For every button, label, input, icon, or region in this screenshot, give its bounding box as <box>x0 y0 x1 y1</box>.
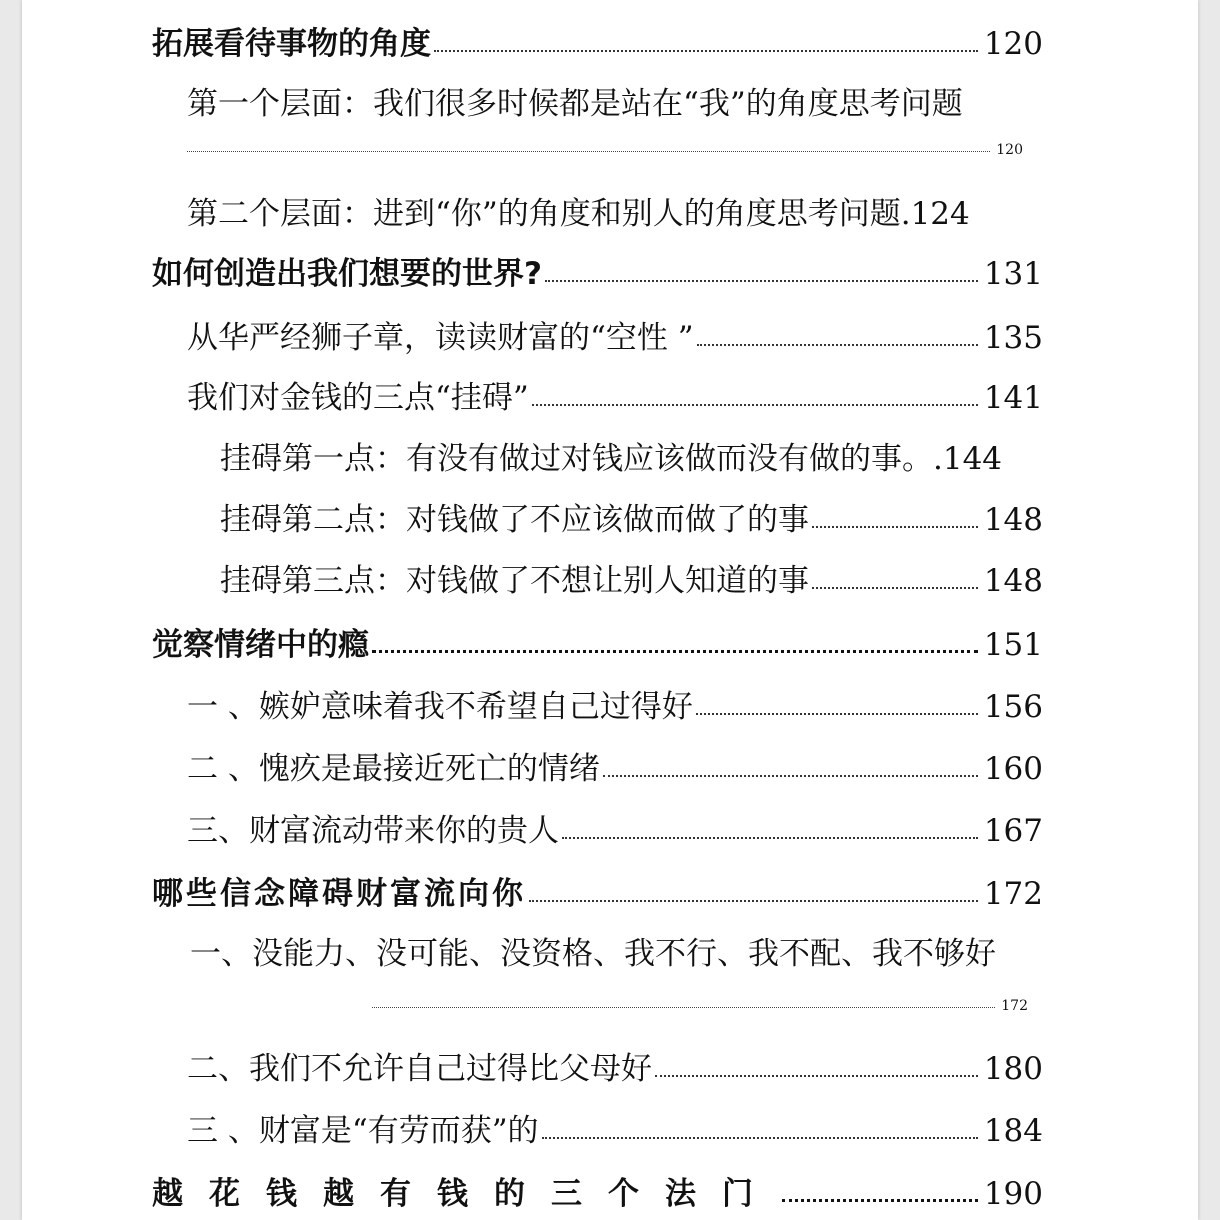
toc-entry-page: 135 <box>983 320 1043 356</box>
leader-dots <box>697 344 978 346</box>
toc-entry-title: 三、财富流动带来你的贵人 <box>187 813 559 849</box>
toc-entry[interactable] <box>187 805 1043 850</box>
toc-entry[interactable] <box>187 743 1043 788</box>
toc-entry[interactable] <box>187 1105 1043 1150</box>
toc-entry-title: 一 、嫉妒意味着我不希望自己过得好 <box>187 689 693 725</box>
toc-entry-title: 拓展看待事物的角度 <box>152 26 431 62</box>
toc-entry-title: 越花钱越有钱的三个法门 <box>152 1176 779 1212</box>
toc-entry[interactable] <box>187 1043 1043 1088</box>
toc-entry[interactable] <box>187 188 1043 233</box>
toc-entry[interactable] <box>152 1168 1043 1213</box>
toc-entry-continuation <box>187 142 1023 158</box>
leader-dots <box>603 775 978 777</box>
toc-entry-page: 160 <box>983 751 1043 787</box>
leader-dots <box>529 900 978 902</box>
toc-entry[interactable] <box>152 619 1043 664</box>
toc-entry-page: 180 <box>983 1051 1043 1087</box>
toc-entry-page: 144 <box>942 441 1003 477</box>
toc-entry-page: 172 <box>983 876 1043 912</box>
leader-dots <box>372 1007 995 1008</box>
toc-entry-page: 167 <box>983 813 1043 849</box>
toc-entry[interactable] <box>152 18 1043 63</box>
toc-entry-page: 120 <box>983 26 1043 62</box>
toc-entry-title: 二 、愧疚是最接近死亡的情绪 <box>187 751 600 787</box>
leader-dots <box>655 1075 978 1077</box>
toc-entry[interactable] <box>187 372 1043 417</box>
toc-entry-page: 124 <box>910 196 970 232</box>
leader-dots <box>812 526 978 528</box>
leader-dots <box>434 50 978 52</box>
toc-entry-page: 141 <box>983 380 1043 416</box>
leader-dots <box>545 280 978 282</box>
toc-entry-page: 172 <box>1001 998 1028 1014</box>
toc-entry-title: 二、我们不允许自己过得比父母好 <box>187 1051 652 1087</box>
toc-entry-page: 131 <box>983 256 1043 292</box>
toc-entry[interactable] <box>187 681 1043 726</box>
toc-entry-continuation <box>372 998 1028 1014</box>
toc-entry[interactable] <box>187 312 1043 357</box>
toc-entry-page: 148 <box>983 563 1043 599</box>
toc-entry-title[interactable]: 第一个层面：我们很多时候都是站在“我”的角度思考问题 <box>187 86 963 122</box>
toc-entry-title: 三 、财富是“有劳而获”的 <box>187 1113 539 1149</box>
toc-entry-title: 觉察情绪中的瘾 <box>152 627 369 663</box>
toc-entry-title: 哪些信念障碍财富流向你 <box>152 876 526 912</box>
toc-entry-title: 挂碍第二点：对钱做了不应该做而做了的事 <box>220 502 809 538</box>
toc-entry[interactable] <box>220 555 1043 600</box>
toc-entry-page: 151 <box>983 627 1043 663</box>
leader-dots <box>782 1199 978 1202</box>
leader-dots <box>532 404 978 406</box>
toc-entry-page: 156 <box>983 689 1043 725</box>
leader-dots <box>187 151 990 152</box>
toc-entry-title: 挂碍第一点：有没有做过对钱应该做而没有做的事。. <box>220 441 943 477</box>
toc-entry-page: 184 <box>983 1113 1043 1149</box>
document-page <box>22 0 1198 1220</box>
leader-dots <box>372 650 978 653</box>
leader-dots <box>696 713 978 715</box>
toc-entry[interactable] <box>152 868 1043 913</box>
leader-dots <box>542 1137 978 1139</box>
toc-entry-title: 我们对金钱的三点“挂碍” <box>187 380 529 416</box>
leader-dots <box>562 837 978 839</box>
toc-entry-title[interactable]: 一、没能力、没可能、没资格、我不行、我不配、我不够好 <box>190 936 996 972</box>
toc-entry-page: 190 <box>983 1176 1043 1212</box>
toc-entry-title: 第二个层面：进到“你”的角度和别人的角度思考问题. <box>187 196 911 232</box>
toc-entry[interactable] <box>220 494 1043 539</box>
leader-dots <box>812 587 978 589</box>
toc-entry[interactable] <box>152 248 1043 293</box>
toc-entry-page: 120 <box>996 142 1023 158</box>
toc-entry-title: 挂碍第三点：对钱做了不想让别人知道的事 <box>220 563 809 599</box>
toc-entry-title: 如何创造出我们想要的世界? <box>152 256 542 292</box>
toc-entry[interactable] <box>220 433 1043 478</box>
toc-entry-title: 从华严经狮子章，读读财富的“空性 ” <box>187 320 694 356</box>
toc-entry-page: 148 <box>983 502 1043 538</box>
